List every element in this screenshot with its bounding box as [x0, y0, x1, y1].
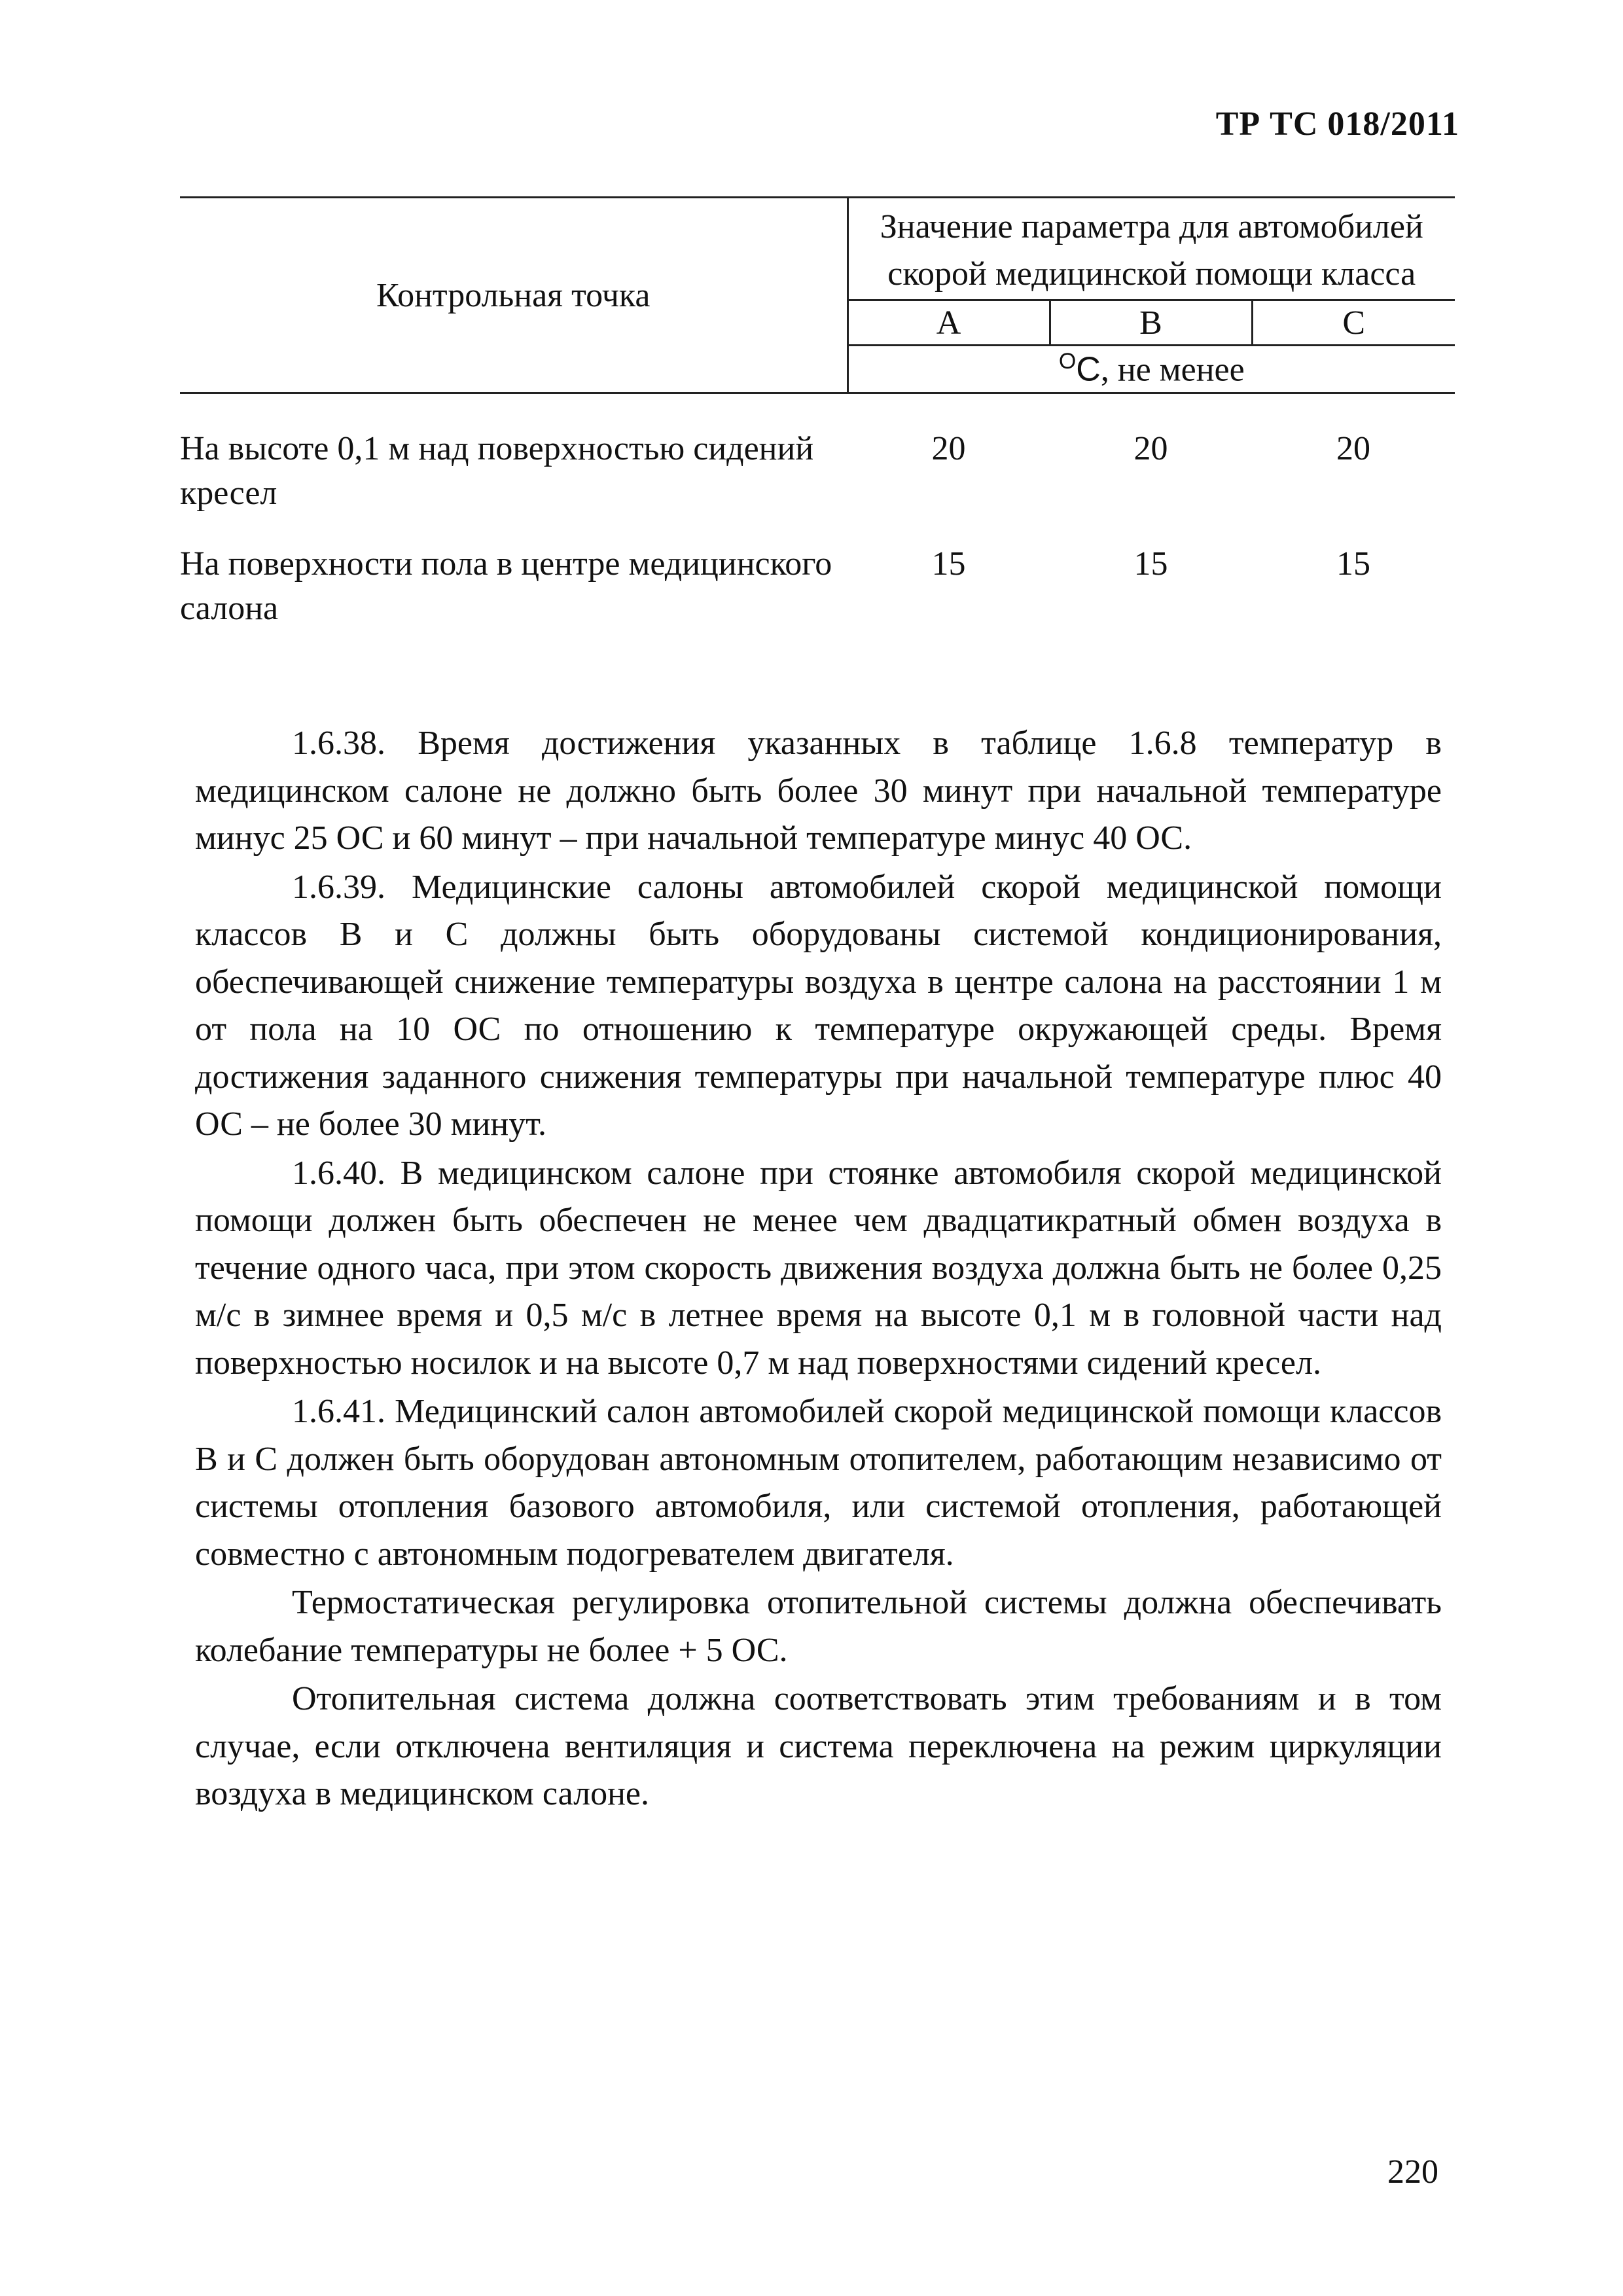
paragraph-1-6-39: 1.6.39. Медицинские салоны автомобилей скорой медицинской помощи классов В и С должны быть оборудованы системой кондиционирования, обеспечивающей снижение температуры воздуха в центре салона на расстоянии 1 м от пола на 10 ОС по отношению к температуре окружающей среды. Время достижения заданного снижения температуры при начальной температуре плюс 40 ОС – не более 30 минут. — [195, 868, 1442, 1143]
row-value-a: 15 — [931, 545, 966, 583]
table-header-class-b: В — [1050, 300, 1252, 346]
row-label: На высоте 0,1 м над поверхностью сидений кресел — [180, 430, 814, 512]
table-header-class-a: А — [847, 300, 1050, 346]
row-value-a: 20 — [931, 430, 966, 467]
table-row — [180, 542, 1455, 657]
row-value-c: 15 — [1336, 545, 1371, 583]
table-header-class-c: С — [1252, 300, 1455, 346]
temperature-table — [180, 196, 1455, 657]
table-header-unit — [847, 346, 1455, 393]
unit-celsius: С — [1076, 350, 1101, 389]
row-value-b: 20 — [1133, 430, 1168, 467]
table-header-parameter: Значение параметра для автомобилей скорой медицинской помощи класса — [847, 198, 1455, 300]
row-value-b: 15 — [1133, 545, 1168, 583]
table-row — [180, 427, 1455, 542]
paragraph-1-6-38: 1.6.38. Время достижения указанных в таблице 1.6.8 температур в медицинском салоне не должно быть более 30 минут при начальной температуре минус 25 ОС и 60 минут – при начальной температуре минус 40 ОС. — [195, 725, 1442, 857]
row-value-c: 20 — [1336, 430, 1371, 467]
table-header-control-point: Контрольная точка — [180, 198, 847, 393]
body-text — [195, 720, 1442, 1818]
unit-degree-superscript: O — [1058, 349, 1077, 374]
paragraph-1-6-40: 1.6.40. В медицинском салоне при стоянке автомобиля скорой медицинской помощи должен быть обеспечен не менее чем двадцатикратный обмен воздуха в течение одного часа, при этом скорость движения воздуха должна быть не более 0,25 м/с в зимнее время и 0,5 м/с в летнее время на высоте 0,1 м в головной части над поверхностью носилок и на высоте 0,7 м над поверхностями сидений кресел. — [195, 1154, 1442, 1382]
unit-suffix: , не менее — [1100, 351, 1245, 389]
paragraph-heating-system: Отопительная система должна соответствовать этим требованиям и в том случае, если отключена вентиляция и система переключена на режим циркуляции воздуха в медицинском салоне. — [195, 1680, 1442, 1812]
paragraph-1-6-41: 1.6.41. Медицинский салон автомобилей скорой медицинской помощи классов В и С должен быть оборудован автономным отопителем, работающим независимо от системы отопления базового автомобиля, или системой отопления, работающей совместно с автономным подогревателем двигателя. — [195, 1393, 1442, 1573]
row-label: На поверхности пола в центре медицинского салона — [180, 545, 832, 627]
page-number: 220 — [1387, 2153, 1438, 2191]
document-code: ТР ТС 018/2011 — [1215, 105, 1459, 143]
paragraph-thermostat: Термостатическая регулировка отопительной системы должна обеспечивать колебание температуры не более + 5 ОС. — [195, 1584, 1442, 1669]
